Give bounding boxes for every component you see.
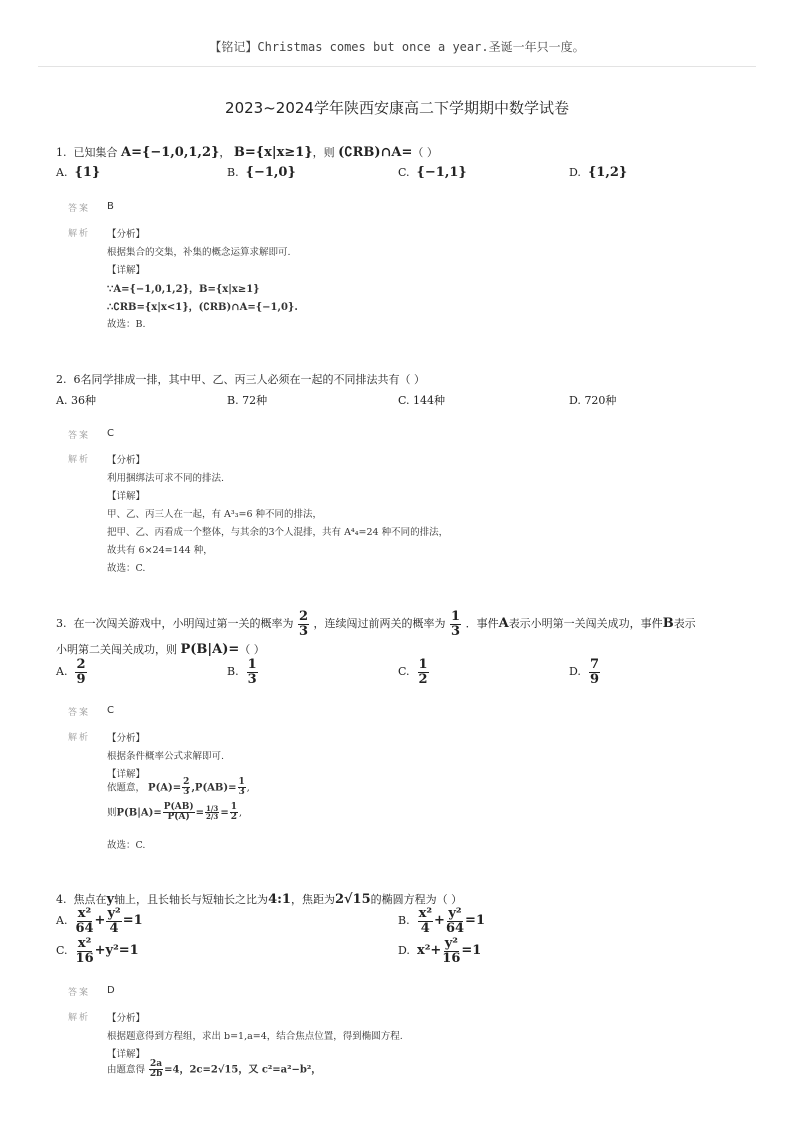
q2-option-b: B. 72种: [227, 394, 268, 407]
question-number: 3.: [56, 617, 67, 631]
q2-analysis-line: 甲、乙、丙三人在一起，有 A³₃=6 种不同的排法，: [107, 509, 323, 520]
exam-title: 2023~2024学年陕西安康高二下学期期中数学试卷: [225, 99, 569, 117]
q3-analysis-line: 【详解】: [107, 769, 146, 780]
question-3-stem: 3. 在一次闯关游戏中，小明闯过第一关的概率为 $\frac{2}{3}$ ，连续闯过前两关的概率为 $\frac{1}{3}$ ．事件A表示小明第一关闯关成功，事件B表示: [56, 609, 696, 639]
q3-detail-line-1: 依题意， P(A)= $\frac{2}{3}$ ,P(AB)= $\frac{1}{3}$ ,: [107, 777, 250, 798]
question-2-stem: 2. 6名同学排成一排，其中甲、乙、丙三人必须在一起的不同排法共有（ ）: [56, 373, 425, 386]
q3-analysis-line: 根据条件概率公式求解即可.: [107, 751, 225, 762]
answer-label: 答案: [68, 431, 91, 441]
q2-analysis-line: 利用捆绑法可求不同的排法.: [107, 473, 225, 484]
q2-analysis-line: 【详解】: [107, 491, 146, 502]
fraction: $\frac{1}{3}$: [451, 609, 461, 639]
q1-option-b: B. {−1,0}: [227, 165, 296, 180]
q3-analysis-line: 【分析】: [107, 733, 146, 744]
q4-option-b: B. $\frac{\text{x²}}{4}$ + $\frac{\text{y²}}{64}$ =1: [398, 906, 485, 936]
q1-answer: B: [107, 201, 114, 212]
question-number: 2.: [56, 373, 67, 386]
q2-analysis-line: 故选：C.: [107, 563, 146, 574]
q2-answer: C: [107, 428, 114, 439]
q2-option-d: D. 720种: [569, 394, 617, 407]
answer-label: 答案: [68, 988, 91, 998]
page-header-motto: 【铭记】Christmas comes but once a year.圣诞一年只一度。: [209, 40, 585, 54]
q1-analysis-line: 根据集合的交集，补集的概念运算求解即可.: [107, 247, 291, 258]
q2-analysis-line: 故共有 6×24=144 种，: [107, 545, 213, 556]
q4-analysis-line: 【分析】: [107, 1013, 146, 1024]
q3-detail-line-2: 则P(B|A)= $\frac{P(AB)}{P(A)}$ = $\frac{1/3}{2/3}$ = $\frac{1}{2}$ ,: [107, 802, 242, 823]
q3-option-c: C. $\frac{1}{2}$: [398, 657, 428, 687]
q1-analysis-line: ∴∁RB={x|x<1}，(∁RB)∩A={−1,0}.: [107, 302, 298, 313]
question-3-stem-line2: 小明第二关闯关成功，则 P(B|A)=（ ）: [56, 642, 265, 657]
q4-option-c: C. $\frac{\text{x²}}{16}$ +y²=1: [56, 936, 139, 966]
q4-detail-line-1: 由题意得 $\frac{2a}{2b}$ =4，2c=2√15，又 c²=a²−b²，: [107, 1059, 322, 1080]
q1-option-a: A. {1}: [56, 165, 101, 180]
fraction: $\frac{2}{3}$: [299, 609, 309, 639]
q3-option-a: A. $\frac{2}{9}$: [56, 657, 86, 687]
q1-option-d: D. {1,2}: [569, 165, 628, 180]
q3-option-b: B. $\frac{1}{3}$: [227, 657, 257, 687]
analysis-label: 解析: [68, 733, 91, 743]
question-number: 4.: [56, 893, 67, 906]
question-1-stem: 1. 已知集合 A={−1,0,1,2}， B={x|x≥1}，则 (∁RB)∩A=（ ）: [56, 145, 438, 160]
q1-analysis-line: 故选：B.: [107, 319, 146, 330]
analysis-label: 解析: [68, 455, 91, 465]
q3-analysis-line: 故选：C.: [107, 840, 146, 851]
q1-analysis-line: 【分析】: [107, 229, 146, 240]
answer-label: 答案: [68, 708, 91, 718]
q4-analysis-line: 根据题意得到方程组，求出 b=1,a=4，结合焦点位置，得到椭圆方程.: [107, 1031, 403, 1042]
q2-option-c: C. 144种: [398, 394, 446, 407]
q4-option-a: A. $\frac{\text{x²}}{64}$ + $\frac{\text{y²}}{4}$ =1: [56, 906, 143, 936]
question-4-stem: 4. 焦点在y轴上，且长轴长与短轴长之比为4:1，焦距为2√15的椭圆方程为（ ）: [56, 892, 463, 907]
q4-analysis-line: 【详解】: [107, 1049, 146, 1060]
q2-analysis-line: 【分析】: [107, 455, 146, 466]
q4-answer: D: [107, 985, 115, 996]
q1-analysis-line: ∵A={−1,0,1,2}，B={x|x≥1}: [107, 284, 260, 295]
q1-option-c: C. {−1,1}: [398, 165, 467, 180]
question-number: 1.: [56, 146, 67, 159]
q3-answer: C: [107, 705, 114, 716]
analysis-label: 解析: [68, 1013, 91, 1023]
analysis-label: 解析: [68, 229, 91, 239]
q2-analysis-line: 把甲、乙、丙看成一个整体，与其余的3个人混排，共有 A⁴₄=24 种不同的排法，: [107, 527, 449, 538]
q4-option-d: D. x²+ $\frac{\text{y²}}{16}$ =1: [398, 936, 482, 966]
header-divider: [38, 66, 756, 67]
q1-analysis-line: 【详解】: [107, 265, 146, 276]
q2-option-a: A. 36种: [56, 394, 96, 407]
answer-label: 答案: [68, 204, 91, 214]
q3-option-d: D. $\frac{7}{9}$: [569, 657, 599, 687]
